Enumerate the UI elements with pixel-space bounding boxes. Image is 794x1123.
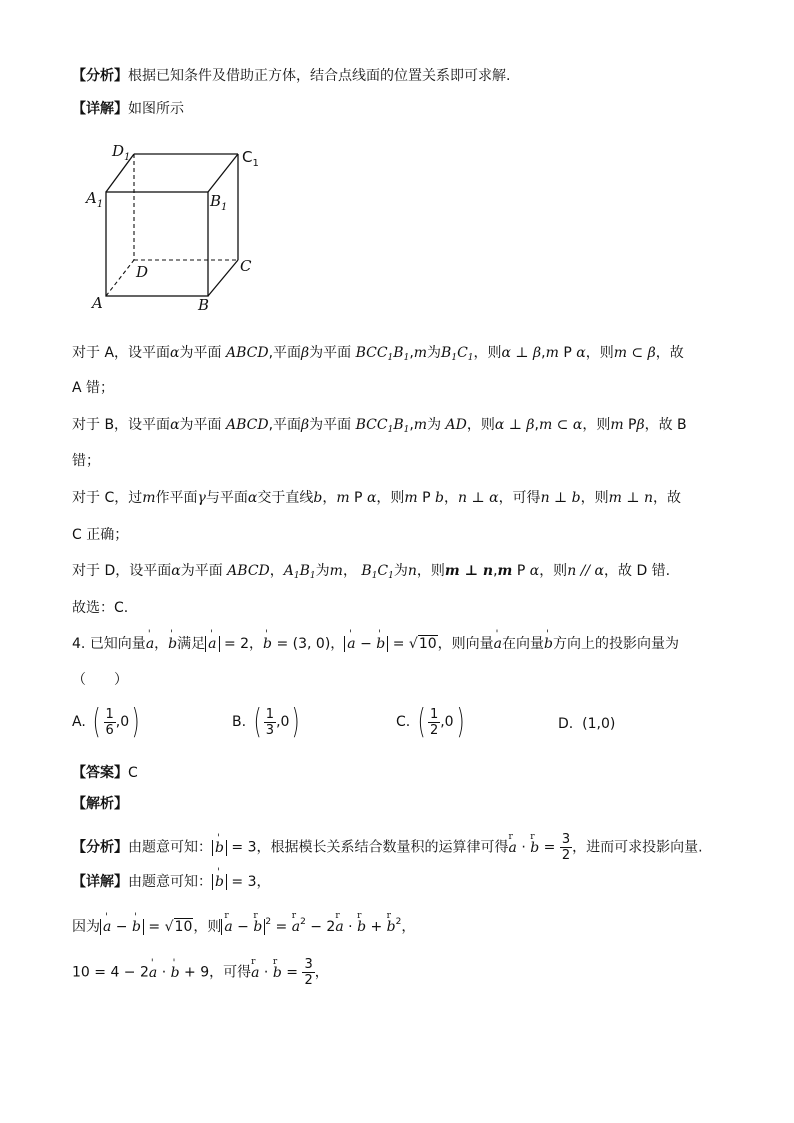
answer-value: C <box>128 765 138 781</box>
analysis-line <box>72 66 510 86</box>
option-b-line2: 错； <box>72 453 100 469</box>
option-c: C. ( $\frac{1}{2}$ ,0) <box>396 702 465 742</box>
detail-text: 如图所示 <box>128 101 184 117</box>
option-b-line1: 对于 B，设平面α为平面 ABCD,平面β为平面 $BCC_1B_1,m$为 AD，则α ⊥ β,m ⊂ α，则m Pβ，故 B <box>72 417 687 435</box>
option-d: D. (1,0) <box>558 716 616 732</box>
q4-analysis: 【分析】由题意可知：' b = 3，根据模长关系结合数量积的运算律可得r a · r b = $\frac{3}{2}$ ，进而可求投影向量. <box>72 832 703 863</box>
label-D: D <box>136 263 149 281</box>
q4-step1: 因为' a − ' b = √10，则r a − r b $^2$ = r $a^2 - 2r$ a · r b + r $b^2$， <box>72 912 415 937</box>
option-c-line1: 对于 C，过m作平面γ与平面α交于直线b，m P α，则m P b，n ⊥ α，可得n ⊥ b，则m ⊥ n，故 <box>72 490 681 506</box>
option-a: A. ( $\frac{1}{6}$ ,0) <box>72 702 140 742</box>
jiexi-tag: 【解析】 <box>72 796 128 812</box>
question-number: 4. <box>72 636 86 652</box>
q4-stem: 4. 已知向量' a，' b满足' a = 2，' b = (3, 0)，' a − ' b = √10，则向量' a在向量' b方向上的投影向量为 <box>72 634 679 654</box>
label-D1: $D_1$ <box>112 142 131 163</box>
cube-figure <box>84 140 274 320</box>
q4-detail: 【详解】由题意可知：' b = 3， <box>72 872 271 892</box>
analysis-tag: 【分析】 <box>72 68 128 84</box>
analysis-text: 根据已知条件及借助正方体，结合点线面的位置关系即可求解. <box>128 68 511 84</box>
option-b: B. ( $\frac{1}{3}$ ,0) <box>232 702 301 742</box>
choice-line: 故选：C. <box>72 600 129 616</box>
option-d-line1: 对于 D，设平面α为平面 ABCD，$A_1B_1$为m， $B_1C_1$为n，则m ⊥ n,m P α，则n // α，故 D 错. <box>72 563 671 581</box>
detail-line <box>72 99 184 119</box>
label-B1: $B_1$ <box>210 192 228 213</box>
answer-line: 【答案】C <box>72 765 138 781</box>
label-A: A <box>92 294 103 312</box>
option-a-line1: 对于 A，设平面α为平面 ABCD,平面β为平面 $BCC_1B_1,m$为$B_1C_1$，则α ⊥ β,m P α，则m ⊂ β，故 <box>72 345 684 363</box>
label-A1: $A_1$ <box>86 189 104 210</box>
option-a-line2: A 错； <box>72 380 115 396</box>
label-B: B <box>198 296 210 314</box>
label-C1: $C_1$ <box>242 148 259 169</box>
label-C: C <box>240 257 252 275</box>
q4-step2: 10 = 4 − 2' a · ' b + 9，可得r a · r b = $\frac{3}{2}$ ， <box>72 957 329 988</box>
detail-tag: 【详解】 <box>72 101 128 117</box>
answer-blank: （ ） <box>72 672 128 688</box>
option-c-line2: C 正确； <box>72 527 129 543</box>
